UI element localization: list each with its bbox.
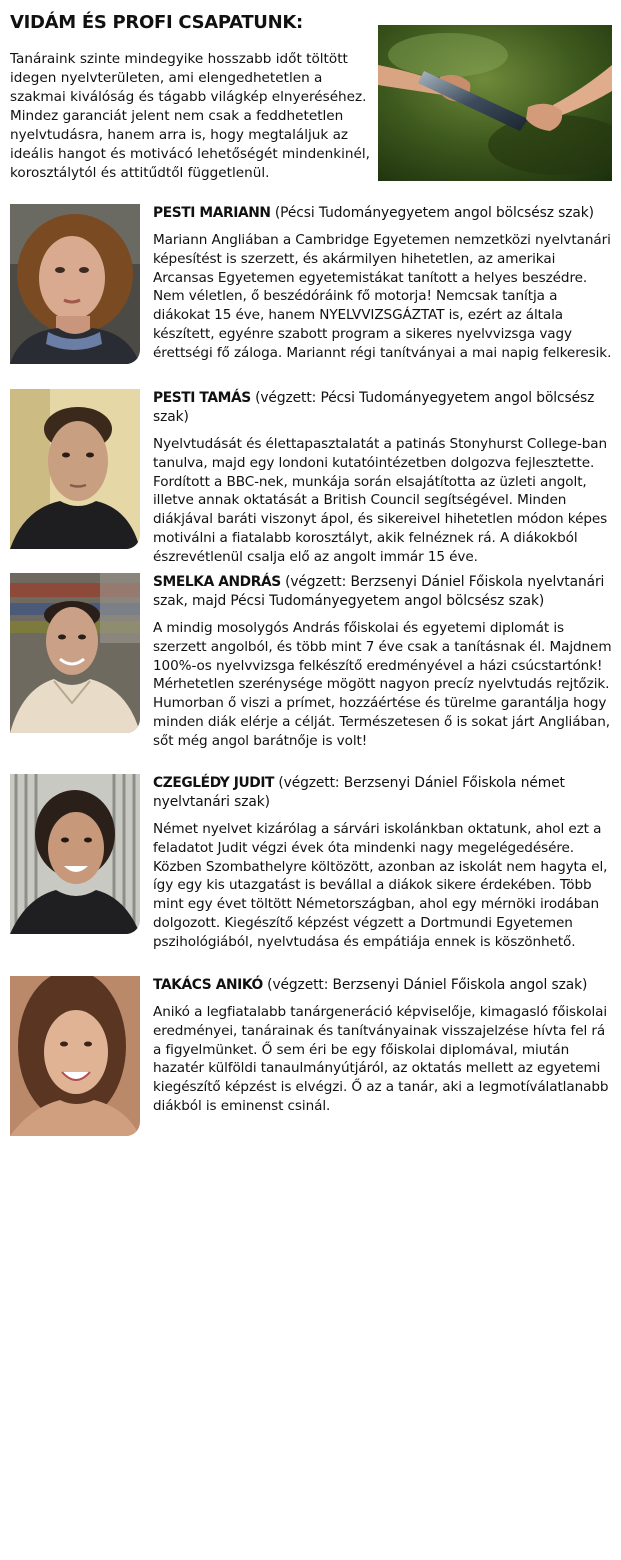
teacher-name: TAKÁCS ANIKÓ bbox=[153, 977, 263, 993]
teacher-name: PESTI TAMÁS bbox=[153, 390, 251, 406]
teacher-credential: (Pécsi Tudományegyetem angol bölcsész szak) bbox=[270, 205, 594, 221]
teacher-portrait-photo bbox=[10, 389, 140, 549]
teacher-portrait-photo bbox=[10, 573, 140, 733]
teacher-credential: (végzett: Berzsenyi Dániel Főiskola angol szak) bbox=[262, 977, 588, 993]
teacher-portrait-photo bbox=[10, 774, 140, 934]
teacher-bio: A mindig mosolygós András főiskolai és egyetemi diplomát is szerzett angolból, és több mint 7 éve csak a tanításnak él. Majdnem 100%-os nyelvvizsga felkészítő eredményével a házi csúcstartónk! Mérhetetlen szerénysége mögött nagyon precíz nyelvtudás rejtőzik. Humorban ő viszi a prímet, hozzáértése és türelme garantálja hogy minden diák elérje a célját. Természetesen ő is sokat járt Angliában, sőt még angol barátnője is volt! bbox=[153, 620, 612, 749]
relay-baton-photo bbox=[378, 25, 612, 181]
teacher-bio: Nyelvtudását és élettapasztalatát a patinás Stonyhurst College-ban tanulva, majd egy londoni kutatóintézetben dolgozva fejlesztette. Fordított a BBC-nek, munkája során elsajátította az üzleti angolt, illetve annak oktatását a British Council segítségével. Minden diákjával baráti viszonyt ápol, és sikereivel hihetetlen módon képes motiválni a fiatalabb korosztályt, akik felnéznek rá. A diákokból észrevétlenül csalja elő az angolt immár 15 éve. bbox=[153, 436, 608, 565]
intro-paragraph: Tanáraink szinte mindegyike hosszabb időt töltött idegen nyelvterületen, ami elengedhetetlen a szakmai kiválóság és tágabb világkép elnyeréséhez. Mindez garanciát jelent nem csak a feddhetetlen nyelvtudásra, hanem arra is, hogy megtaláljuk az ideális hangot és motivácó lehetőségét mindenkinél, korosztálytól és attitűdtől függetlenül. bbox=[10, 51, 370, 181]
teacher-name: CZEGLÉDY JUDIT bbox=[153, 775, 275, 791]
page-title: VIDÁM ÉS PROFI CSAPATUNK: bbox=[10, 12, 303, 33]
teacher-credential: (végzett: Berzsenyi Dániel Főiskola nyelvtanári szak, majd Pécsi Tudományegyetem angol bölcsész szak) bbox=[153, 574, 605, 609]
teacher-credential: (végzett: Berzsenyi Dániel Főiskola német nyelvtanári szak) bbox=[153, 775, 565, 810]
teacher-name: SMELKA ANDRÁS bbox=[153, 574, 281, 590]
teacher-bio: Mariann Angliában a Cambridge Egyetemen nemzetközi nyelvtanári képesítést is szerzett, és akármilyen hihetetlen, az amerikai Arcansas Egyetemen egyetemistákat tanított a helyes beszédre. Nem véletlen, ő beszédóráink fő motorja! Nemcsak tanítja a diákokat 15 éve, hanem NYELVVIZSGÁZTAT is, ezért az általa készített, egyénre szabott program a sikeres nyelvvizsga vagy érettségi fő záloga. Mariannt régi tanítványai a mai napig felkeresik. bbox=[153, 232, 612, 361]
teacher-credential: (végzett: Pécsi Tudományegyetem angol bölcsész szak) bbox=[153, 390, 595, 425]
teacher-bio: Német nyelvet kizárólag a sárvári iskolánkban oktatunk, ahol ezt a feladatot Judit végzi évek óta mindenki nagy megelégedésére. Közben Szombathelyre költözött, azonban az iskolát nem hagyta el, így egy kis utazgatást is bevállal a diákok sikere érdekében. Több mint egy évet töltött Németországban, ahol egy mérnöki irodában dolgozott. Kiegészítő képzést végzett a Dortmundi Egyetemen pszihológiából, nyelvtudása és empátiája ennek is köszönhető. bbox=[153, 821, 608, 950]
teacher-name: PESTI MARIANN bbox=[153, 205, 271, 221]
teacher-bio: Anikó a legfiatalabb tanárgeneráció képviselője, kimagasló főiskolai eredményei, tanárainak és tanítványainak visszajelzése hívta fel rá a figyelmünket. Ő sem éri be egy főiskolai diplomával, miután hazatér külföldi tanaulmányútjáról, az oktatás mellett az egyetemi kiegészítő képzést is elvégzi. Ő az a tanár, aki a legmotíválatlanabb diákból is eminenst csinál. bbox=[153, 1004, 609, 1114]
teacher-portrait-photo bbox=[10, 204, 140, 364]
teacher-portrait-photo bbox=[10, 976, 140, 1136]
